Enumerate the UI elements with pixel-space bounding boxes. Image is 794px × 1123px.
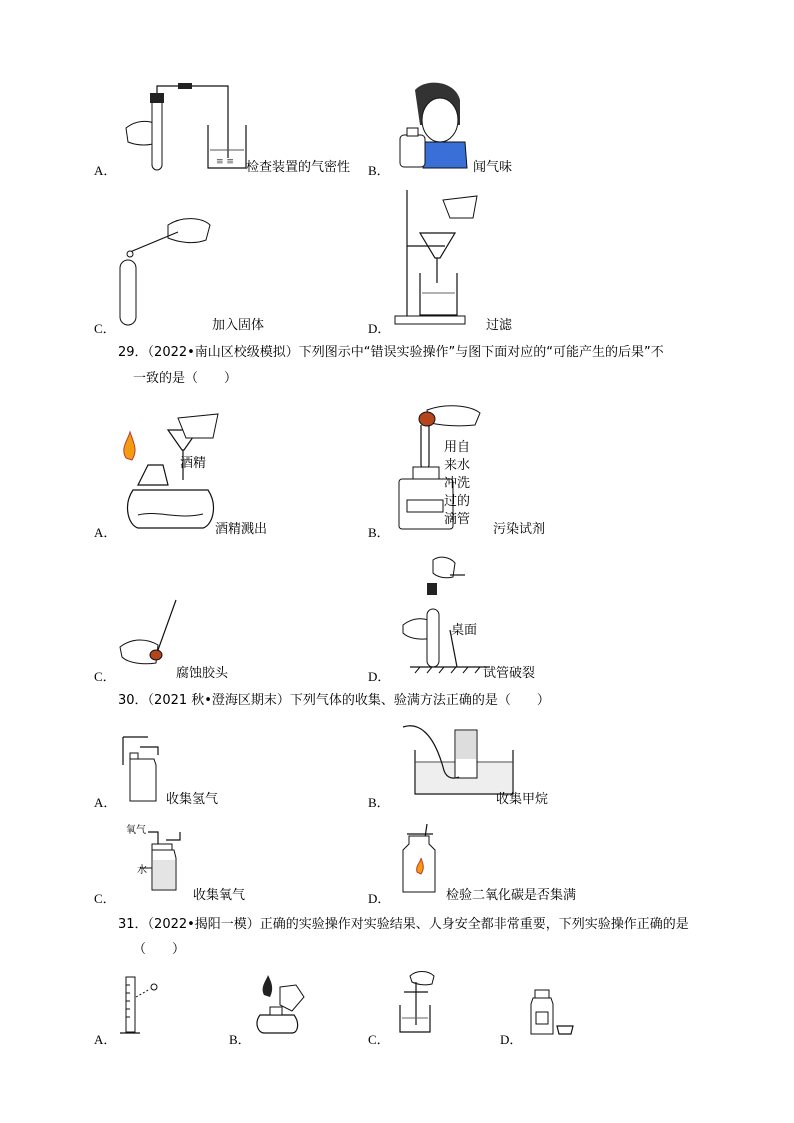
dropper-hand-icon — [118, 595, 188, 670]
q29-c-letter: C． — [94, 669, 116, 684]
q31-c-letter: C． — [368, 1032, 390, 1047]
beaker-stirring-icon — [396, 970, 441, 1035]
q30-b-letter: B． — [368, 795, 390, 810]
q30-b-caption: 收集甲烷 — [496, 792, 549, 807]
q29-d-caption: 试管破裂 — [483, 666, 536, 681]
alcohol-lamp-icon — [118, 410, 228, 535]
q29-d-label: 桌面 — [451, 623, 478, 638]
q28-b-caption: 闻气味 — [473, 160, 513, 175]
smelling-person-icon — [395, 80, 470, 170]
q29-c-caption: 腐蚀胶头 — [176, 666, 229, 681]
q30-stem-line1: 30．（2021 秋•澄海区期末）下列气体的收集、验满方法正确的是（ ） — [118, 693, 550, 708]
gas-tightness-apparatus-icon — [118, 80, 248, 175]
gas-bottle-icon — [118, 735, 168, 805]
test-tube-table-icon — [395, 555, 495, 675]
q30-c-letter: C． — [94, 891, 116, 906]
q31-stem-line2: （ ） — [133, 942, 186, 957]
filtration-icon — [395, 188, 485, 328]
q29-b-caption: 污染试剂 — [493, 522, 546, 537]
q29-stem-line1: 29．（2022•南山区校级模拟）下列图示中“错误实验操作”与图下面对应的“可能产生的后果”不 — [118, 345, 664, 360]
q30-d-letter: D． — [368, 891, 391, 906]
q30-a-letter: A． — [94, 795, 117, 810]
q28-d-caption: 过滤 — [486, 318, 513, 333]
q30-c-label-gas: 氧气 — [126, 825, 146, 836]
graduated-cylinder-icon — [118, 975, 168, 1037]
q29-stem-line2: 一致的是（ ） — [133, 371, 238, 386]
q28-b-letter: B． — [368, 163, 390, 178]
q30-c-label-water: 水 — [137, 865, 147, 876]
q29-b-label-line3: 冲洗 — [444, 476, 471, 491]
q28-a-letter: A． — [94, 163, 117, 178]
q28-c-letter: C． — [94, 321, 116, 336]
q29-b-label-line5: 滴管 — [444, 512, 471, 527]
reagent-pour-icon — [527, 990, 577, 1038]
water-trough-icon — [413, 722, 518, 797]
q30-d-caption: 检验二氧化碳是否集满 — [446, 888, 577, 903]
q30-a-caption: 收集氢气 — [166, 792, 219, 807]
q29-b-label-line2: 来水 — [444, 458, 471, 473]
q30-c-caption: 收集氧气 — [193, 888, 246, 903]
q29-b-letter: B． — [368, 525, 390, 540]
q29-a-letter: A． — [94, 525, 117, 540]
q31-b-letter: B． — [229, 1032, 251, 1047]
co2-check-bottle-icon — [395, 822, 440, 894]
q28-d-letter: D． — [368, 321, 391, 336]
q29-b-label-line1: 用自 — [444, 440, 471, 455]
q29-b-label-line4: 过的 — [444, 494, 471, 509]
q29-a-label: 酒精 — [180, 456, 207, 471]
q31-stem-line1: 31．（2022•揭阳一模）正确的实验操作对实验结果、人身安全都非常重要，下列实验操作正确的是 — [118, 917, 689, 932]
dropper-bottle-icon — [395, 405, 485, 535]
q28-a-caption: 检查装置的气密性 — [246, 160, 351, 175]
q31-d-letter: D． — [500, 1032, 523, 1047]
svg-text:≡ ≡: ≡ ≡ — [216, 157, 234, 167]
lamp-lighting-icon — [252, 975, 312, 1037]
q29-a-caption: 酒精溅出 — [215, 522, 268, 537]
q31-a-letter: A． — [94, 1032, 117, 1047]
q28-c-caption: 加入固体 — [212, 318, 265, 333]
q29-d-letter: D． — [368, 669, 391, 684]
adding-solid-icon — [118, 210, 213, 330]
